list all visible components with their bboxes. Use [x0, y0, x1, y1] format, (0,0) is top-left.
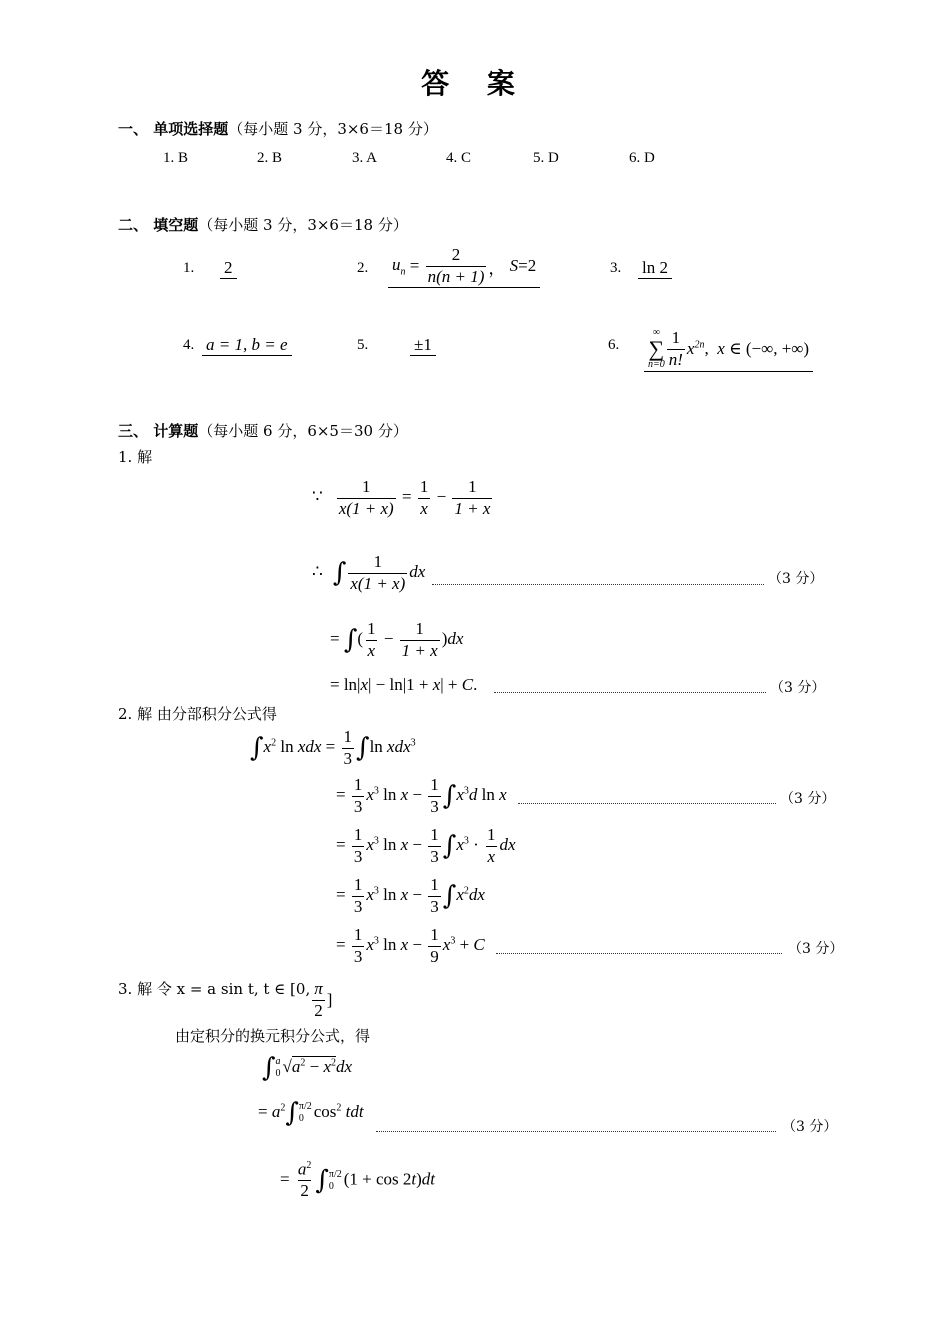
- p1-eq-3: = ∫( $\frac{1}{x}$ − $\frac{1}{1 + x}$ )dx: [330, 619, 464, 660]
- dotted-leader: [432, 584, 764, 585]
- fill-answer-2: $u_n$ = $\frac{2}{n(n + 1)}$ ， S =2: [388, 246, 540, 288]
- score-mark: （3 分）: [768, 571, 824, 587]
- problem-3-label: 3. 解 令 x = a sin t, t ∈ [0, $\frac{\pi}{2}$ ]: [118, 979, 333, 1020]
- score-mark: （3 分）: [788, 941, 844, 957]
- problem-3-text: 由定积分的换元积分公式，得: [175, 1027, 371, 1045]
- fill-label-5: 5.: [357, 337, 369, 353]
- problem-1-label: 1. 解: [118, 448, 153, 466]
- score-mark: （3 分）: [782, 1119, 838, 1135]
- p1-eq-2: ∴ ∫ $\frac{1}{x(1 + x)}$ dx: [312, 552, 426, 593]
- mc-answer-3: 3. A: [352, 150, 378, 166]
- p2-eq-1: $\int x^2$ ln xdx = $\frac{1}{3}$ ∫ln xdx$^3$: [250, 727, 416, 768]
- mc-answer-4: 4. C: [446, 150, 472, 166]
- fill-label-2: 2.: [357, 260, 369, 276]
- mc-answer-6: 6. D: [629, 150, 655, 166]
- dotted-leader: [494, 692, 766, 693]
- fill-answer-1: 2: [220, 258, 237, 278]
- fill-answer-3: ln 2: [638, 258, 672, 278]
- fill-answer-5: ±1: [410, 335, 436, 355]
- p2-eq-3: = $\frac{1}{3}$ $x^3$ ln x − $\frac{1}{3}$ $\int x^3$ · $\frac{1}{x}$ dx: [336, 825, 516, 866]
- p3-eq-3: = $\frac{a^2}{2}$ ∫ π/2 0 (1 + cos 2t)dt: [280, 1159, 436, 1201]
- p2-eq-4: = $\frac{1}{3}$ $x^3$ ln x − $\frac{1}{3}$ $\int x^2dx$: [336, 875, 485, 916]
- score-mark: （3 分）: [780, 791, 836, 807]
- mc-answer-2: 2. B: [257, 150, 283, 166]
- fill-label-1: 1.: [183, 260, 195, 276]
- fill-label-4: 4.: [183, 337, 195, 353]
- section-3-heading: 三、 计算题（每小题 6 分，6×5＝30 分）: [118, 422, 408, 440]
- section-1-note: （每小题 3 分，3×6＝18 分）: [228, 120, 438, 138]
- mc-answer-1: 1. B: [163, 150, 189, 166]
- fill-answer-4: a = 1, b = e: [202, 335, 292, 355]
- dotted-leader: [518, 803, 776, 804]
- p3-eq-2: = $a^2\int$ π/2 0 $\cos^2$ tdt: [258, 1098, 364, 1128]
- mc-answer-5: 5. D: [533, 150, 559, 166]
- page-title: 答 案: [421, 67, 529, 100]
- p2-eq-2: = $\frac{1}{3}$ $x^3$ ln x − $\frac{1}{3}$ $\int x^3d$ ln x: [336, 775, 507, 816]
- dotted-leader: [496, 953, 782, 954]
- dotted-leader: [376, 1131, 776, 1132]
- section-2-heading: 二、 填空题（每小题 3 分，3×6＝18 分）: [118, 216, 408, 234]
- fill-label-3: 3.: [610, 260, 622, 276]
- p1-eq-1: ∵ $\frac{1}{x(1 + x)}$ = $\frac{1}{x}$ − $\frac{1}{1 + x}$: [312, 477, 491, 518]
- p1-eq-4: = ln|x| − ln|1 + x| + C.: [330, 675, 478, 694]
- section-3-note: （每小题 6 分，6×5＝30 分）: [198, 422, 408, 440]
- fill-answer-6: ∞ ∑ n=0 $\frac{1}{n!}$ $x^{2n}$ , x ∈ (−∞, +∞): [644, 320, 813, 372]
- p2-eq-5: = $\frac{1}{3}$ $x^3$ ln x − $\frac{1}{9}$ $x^3 + C$: [336, 925, 485, 966]
- score-mark: （3 分）: [770, 680, 826, 696]
- section-1-heading: 一、 单项选择题（每小题 3 分，3×6＝18 分）: [118, 120, 438, 138]
- p3-eq-1: ∫ a 0 $√a^2 - x^2dx$: [262, 1053, 353, 1083]
- section-2-note: （每小题 3 分，3×6＝18 分）: [198, 216, 408, 234]
- problem-2-label: 2. 解 由分部积分公式得: [118, 705, 277, 723]
- fill-label-6: 6.: [608, 337, 620, 353]
